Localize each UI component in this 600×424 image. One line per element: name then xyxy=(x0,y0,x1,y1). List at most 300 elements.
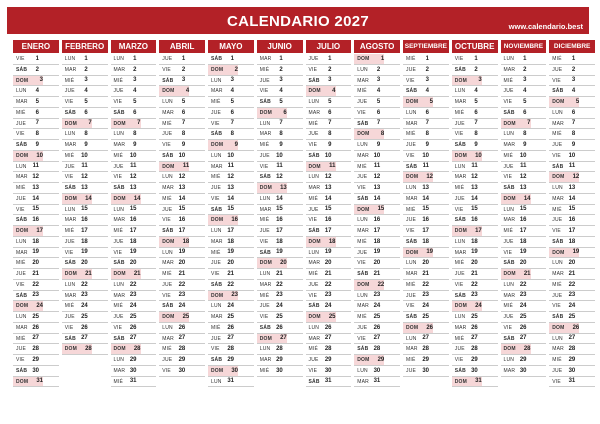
weekday-label: SÁB xyxy=(552,88,564,95)
day-row xyxy=(159,194,205,205)
day-number: 28 xyxy=(227,346,234,353)
weekday-label: MAR xyxy=(16,249,28,256)
day-row xyxy=(403,237,449,248)
day-row xyxy=(208,151,254,162)
day-row xyxy=(62,54,108,65)
weekday-label: MIÉ xyxy=(211,324,221,331)
day-row xyxy=(306,54,352,65)
day-number: 3 xyxy=(376,77,381,84)
weekday-label: MIÉ xyxy=(16,185,26,191)
day-number: 8 xyxy=(425,131,429,138)
day-number: 23 xyxy=(81,292,88,299)
weekday-label: VIE xyxy=(64,249,74,256)
day-row xyxy=(257,344,303,355)
day-number: 26 xyxy=(572,324,580,331)
weekday-label: JUE xyxy=(406,292,417,299)
day-row xyxy=(306,323,352,334)
day-number: 21 xyxy=(85,270,92,277)
day-row xyxy=(452,172,498,183)
day-number: 9 xyxy=(474,141,478,148)
day-row xyxy=(549,129,595,140)
day-number: 24 xyxy=(227,303,234,310)
day-number: 1 xyxy=(328,55,332,62)
weekday-label: DOM xyxy=(64,271,78,277)
day-number: 21 xyxy=(227,270,234,277)
day-number: 27 xyxy=(471,335,478,342)
day-number: 6 xyxy=(571,109,576,116)
day-number: 30 xyxy=(519,367,527,374)
weekday-label: DOM xyxy=(357,281,370,288)
day-row xyxy=(257,194,303,205)
day-row xyxy=(257,162,303,173)
day-number: 21 xyxy=(471,270,478,277)
day-row xyxy=(549,280,595,291)
day-number: 31 xyxy=(373,378,381,385)
day-number: 29 xyxy=(276,356,283,363)
day-number: 15 xyxy=(32,206,39,213)
day-number: 21 xyxy=(276,270,283,277)
weekday-label: JUE xyxy=(64,314,75,320)
weekday-label: SÁB xyxy=(552,163,564,170)
weekday-label: VIE xyxy=(64,324,74,331)
month-column-septiembre xyxy=(403,40,449,424)
weekday-label: DOM xyxy=(552,99,565,105)
day-row xyxy=(452,377,498,388)
day-row xyxy=(306,86,352,97)
day-row xyxy=(403,76,449,87)
day-row xyxy=(13,151,59,162)
day-row xyxy=(549,54,595,65)
month-header: SEPTIEMBRE xyxy=(403,40,449,53)
day-row xyxy=(159,323,205,334)
day-row xyxy=(306,205,352,216)
day-number: 23 xyxy=(422,292,429,299)
day-number: 30 xyxy=(324,367,332,374)
weekday-label: MAR xyxy=(259,131,272,138)
day-row xyxy=(501,205,547,216)
day-number: 8 xyxy=(380,131,385,138)
day-row xyxy=(452,248,498,259)
day-row xyxy=(62,215,108,226)
weekday-label: MAR xyxy=(406,195,418,202)
day-row xyxy=(13,280,59,291)
day-number: 22 xyxy=(129,281,137,288)
day-row xyxy=(159,248,205,259)
weekday-label: MAR xyxy=(454,99,467,105)
weekday-label: MIÉ xyxy=(16,335,26,342)
day-row xyxy=(257,248,303,259)
weekday-label: SÁB xyxy=(162,303,174,310)
day-row xyxy=(403,97,449,108)
day-number: 22 xyxy=(276,281,283,288)
day-row xyxy=(306,108,352,119)
day-row xyxy=(549,119,595,130)
weekday-label: MIÉ xyxy=(64,228,75,234)
day-row xyxy=(354,151,400,162)
day-number: 19 xyxy=(471,249,478,256)
day-row xyxy=(13,291,59,302)
month-header: JUNIO xyxy=(257,40,303,53)
day-row xyxy=(208,76,254,87)
weekday-label: LUN xyxy=(211,228,222,234)
weekday-label: MIÉ xyxy=(259,142,270,148)
day-row xyxy=(501,97,547,108)
day-number: 21 xyxy=(422,270,429,277)
weekday-label: MAR xyxy=(259,56,272,62)
day-number: 22 xyxy=(324,281,332,288)
day-number: 6 xyxy=(376,109,381,116)
weekday-label: JUE xyxy=(211,335,222,342)
day-number: 22 xyxy=(227,281,234,288)
day-number: 10 xyxy=(178,152,186,159)
day-row xyxy=(549,226,595,237)
day-number: 17 xyxy=(129,227,137,234)
day-number: 29 xyxy=(129,356,137,363)
day-row xyxy=(549,344,595,355)
weekday-label: SÁB xyxy=(357,195,369,202)
weekday-label: MIÉ xyxy=(454,335,465,342)
day-number: 26 xyxy=(324,324,332,331)
day-number: 11 xyxy=(227,163,234,170)
weekday-label: JUE xyxy=(16,346,27,353)
day-number: 19 xyxy=(129,249,137,256)
day-row xyxy=(111,119,157,130)
weekday-label: MIÉ xyxy=(357,314,367,320)
weekday-label: JUE xyxy=(64,163,75,170)
weekday-label: LUN xyxy=(16,238,27,245)
day-number: 10 xyxy=(227,152,234,159)
weekday-label: MAR xyxy=(211,314,223,320)
day-row xyxy=(403,205,449,216)
day-row xyxy=(111,366,157,377)
weekday-label: MIÉ xyxy=(64,152,75,159)
day-row xyxy=(257,312,303,323)
day-row xyxy=(257,140,303,151)
day-row xyxy=(403,108,449,119)
day-number: 24 xyxy=(422,303,429,310)
weekday-label: MAR xyxy=(259,281,272,288)
weekday-label: SÁB xyxy=(259,99,271,105)
weekday-label: JUE xyxy=(162,56,173,62)
day-number: 23 xyxy=(129,292,137,299)
day-row xyxy=(62,269,108,280)
weekday-label: VIE xyxy=(503,249,513,256)
weekday-label: JUE xyxy=(503,88,514,95)
weekday-label: LUN xyxy=(552,335,563,342)
day-row xyxy=(111,129,157,140)
day-row xyxy=(306,140,352,151)
day-row xyxy=(403,119,449,130)
day-number: 10 xyxy=(475,152,482,159)
day-row xyxy=(257,269,303,280)
weekday-label: DOM xyxy=(64,195,78,202)
day-row xyxy=(306,226,352,237)
day-number: 19 xyxy=(426,249,433,256)
weekday-label: DOM xyxy=(16,303,29,310)
weekday-label: JUE xyxy=(406,66,417,73)
day-row xyxy=(111,355,157,366)
day-row xyxy=(111,301,157,312)
weekday-label: MIÉ xyxy=(503,77,513,84)
day-number: 9 xyxy=(279,141,283,148)
weekday-label: MIÉ xyxy=(162,195,172,202)
weekday-label: LUN xyxy=(406,109,417,116)
weekday-label: MAR xyxy=(406,120,418,127)
weekday-label: VIE xyxy=(113,174,123,181)
weekday-label: VIE xyxy=(211,271,220,277)
day-number: 16 xyxy=(471,217,478,224)
weekday-label: LUN xyxy=(113,56,125,62)
day-row xyxy=(208,280,254,291)
day-number: 17 xyxy=(178,227,186,234)
weekday-label: MIÉ xyxy=(259,66,270,73)
day-number: 1 xyxy=(230,55,234,62)
day-row xyxy=(306,269,352,280)
weekday-label: VIE xyxy=(454,131,464,138)
day-row xyxy=(159,183,205,194)
day-row xyxy=(159,54,205,65)
weekday-label: SÁB xyxy=(357,271,369,277)
day-number: 2 xyxy=(328,66,332,73)
weekday-label: JUE xyxy=(162,131,173,138)
day-row xyxy=(501,172,547,183)
day-number: 17 xyxy=(81,227,88,234)
day-number: 7 xyxy=(35,120,39,127)
month-columns xyxy=(13,40,589,424)
month-header: DICIEMBRE xyxy=(549,40,595,53)
day-number: 26 xyxy=(276,324,283,331)
day-row xyxy=(306,183,352,194)
day-number: 13 xyxy=(129,184,137,191)
weekday-label: LUN xyxy=(357,66,368,73)
day-row xyxy=(549,215,595,226)
weekday-label: VIE xyxy=(308,367,318,374)
day-row xyxy=(306,377,352,388)
weekday-label: SÁB xyxy=(503,335,515,342)
weekday-label: DOM xyxy=(308,314,321,320)
day-row xyxy=(13,119,59,130)
day-row xyxy=(501,151,547,162)
day-row xyxy=(452,76,498,87)
weekday-label: JUE xyxy=(552,142,563,148)
weekday-label: MIÉ xyxy=(211,174,221,181)
day-number: 13 xyxy=(519,184,527,191)
weekday-label: MAR xyxy=(113,142,126,148)
weekday-label: MIÉ xyxy=(16,109,26,116)
day-number: 14 xyxy=(178,195,186,202)
day-row xyxy=(354,366,400,377)
weekday-label: VIE xyxy=(503,99,513,105)
day-row xyxy=(354,377,400,388)
day-number: 7 xyxy=(425,120,429,127)
day-row xyxy=(452,366,498,377)
day-number: 25 xyxy=(373,313,381,320)
day-number: 26 xyxy=(471,324,478,331)
day-number: 5 xyxy=(376,98,381,105)
day-number: 26 xyxy=(81,324,88,331)
day-row xyxy=(403,86,449,97)
weekday-label: LUN xyxy=(308,99,320,105)
day-row xyxy=(306,76,352,87)
day-number: 9 xyxy=(84,141,88,148)
weekday-label: JUE xyxy=(16,120,27,127)
day-number: 3 xyxy=(523,77,527,84)
weekday-label: VIE xyxy=(357,109,366,116)
weekday-label: VIE xyxy=(113,99,123,105)
weekday-label: MAR xyxy=(16,99,28,105)
day-row xyxy=(549,269,595,280)
day-row xyxy=(354,248,400,259)
weekday-label: VIE xyxy=(406,228,415,234)
day-number: 22 xyxy=(471,281,478,288)
day-number: 12 xyxy=(129,174,137,181)
day-number: 8 xyxy=(35,131,39,138)
weekday-label: JUE xyxy=(211,185,222,191)
month-column-enero xyxy=(13,40,59,424)
weekday-label: MAR xyxy=(406,271,418,277)
weekday-label: MAR xyxy=(503,217,516,224)
weekday-label: VIE xyxy=(308,217,318,224)
day-number: 12 xyxy=(373,174,381,181)
day-row xyxy=(257,151,303,162)
day-number: 11 xyxy=(422,163,429,170)
weekday-label: SÁB xyxy=(454,66,466,73)
weekday-label: MIÉ xyxy=(406,56,416,62)
day-number: 17 xyxy=(227,227,234,234)
day-number: 8 xyxy=(181,131,186,138)
day-number: 1 xyxy=(35,55,39,62)
day-row xyxy=(549,312,595,323)
day-row xyxy=(159,258,205,269)
day-number: 11 xyxy=(471,163,478,170)
weekday-label: MAR xyxy=(64,66,77,73)
weekday-label: MIÉ xyxy=(406,281,416,288)
day-row xyxy=(306,280,352,291)
weekday-label: VIE xyxy=(406,303,415,310)
day-number: 5 xyxy=(474,98,478,105)
day-number: 27 xyxy=(280,335,287,342)
day-row xyxy=(549,377,595,388)
weekday-label: SÁB xyxy=(16,292,28,299)
day-row xyxy=(111,258,157,269)
weekday-label: VIE xyxy=(162,217,171,224)
day-row xyxy=(354,323,400,334)
weekday-label: SÁB xyxy=(211,56,223,62)
weekday-label: VIE xyxy=(16,206,25,213)
day-number: 11 xyxy=(329,163,336,170)
day-row xyxy=(306,301,352,312)
day-number: 5 xyxy=(575,98,580,105)
day-number: 20 xyxy=(324,260,332,267)
day-row xyxy=(62,129,108,140)
weekday-label: JUE xyxy=(357,249,368,256)
day-row xyxy=(13,301,59,312)
day-row xyxy=(452,162,498,173)
day-number: 28 xyxy=(133,346,141,353)
day-number: 6 xyxy=(425,109,429,116)
weekday-label: DOM xyxy=(454,152,468,159)
weekday-label: VIE xyxy=(357,335,366,342)
weekday-label: SÁB xyxy=(16,66,28,73)
day-number: 7 xyxy=(88,120,92,127)
weekday-label: MAR xyxy=(552,271,564,277)
day-row xyxy=(111,280,157,291)
weekday-label: MAR xyxy=(454,249,467,256)
weekday-label: LUN xyxy=(259,346,271,353)
day-number: 28 xyxy=(324,346,332,353)
day-number: 27 xyxy=(178,335,186,342)
day-number: 18 xyxy=(568,238,576,245)
day-row xyxy=(354,108,400,119)
day-row xyxy=(403,269,449,280)
day-row xyxy=(354,194,400,205)
day-row xyxy=(354,65,400,76)
weekday-label: VIE xyxy=(113,324,123,331)
day-number: 11 xyxy=(81,163,88,170)
day-row xyxy=(306,151,352,162)
day-row xyxy=(452,291,498,302)
day-number: 10 xyxy=(129,152,137,159)
day-row xyxy=(549,97,595,108)
weekday-label: VIE xyxy=(162,66,171,73)
day-row xyxy=(111,194,157,205)
weekday-label: MIÉ xyxy=(113,152,123,159)
weekday-label: JUE xyxy=(503,163,514,170)
day-row xyxy=(159,312,205,323)
day-number: 9 xyxy=(234,141,238,148)
day-number: 5 xyxy=(230,98,234,105)
day-row xyxy=(208,183,254,194)
day-number: 27 xyxy=(373,335,381,342)
day-number: 23 xyxy=(178,292,186,299)
day-number: 4 xyxy=(474,88,478,95)
weekday-label: DOM xyxy=(406,99,419,105)
day-number: 12 xyxy=(32,174,39,181)
month-header: OCTUBRE xyxy=(452,40,498,53)
day-row xyxy=(306,172,352,183)
weekday-label: SÁB xyxy=(16,142,28,148)
day-row xyxy=(13,108,59,119)
day-row xyxy=(208,86,254,97)
day-number: 15 xyxy=(519,206,527,213)
weekday-label: DOM xyxy=(357,206,370,213)
weekday-label: LUN xyxy=(454,88,466,95)
weekday-label: SÁB xyxy=(406,314,418,320)
day-number: 30 xyxy=(129,367,137,374)
day-row xyxy=(257,237,303,248)
weekday-label: SÁB xyxy=(211,206,223,213)
month-column-abril xyxy=(159,40,205,424)
day-row xyxy=(549,151,595,162)
weekday-label: DOM xyxy=(308,88,321,95)
month-column-junio xyxy=(257,40,303,424)
day-row xyxy=(111,172,157,183)
weekday-label: MIÉ xyxy=(406,357,416,363)
day-number: 24 xyxy=(519,303,527,310)
month-header: JULIO xyxy=(306,40,352,53)
day-row xyxy=(13,86,59,97)
weekday-label: DOM xyxy=(16,77,29,84)
day-number: 12 xyxy=(519,174,527,181)
day-number: 1 xyxy=(279,55,283,62)
day-row xyxy=(403,172,449,183)
weekday-label: SÁB xyxy=(113,109,125,116)
day-number: 28 xyxy=(32,346,39,353)
day-row xyxy=(403,140,449,151)
day-number: 6 xyxy=(328,109,332,116)
day-number: 9 xyxy=(35,141,39,148)
day-row xyxy=(452,151,498,162)
